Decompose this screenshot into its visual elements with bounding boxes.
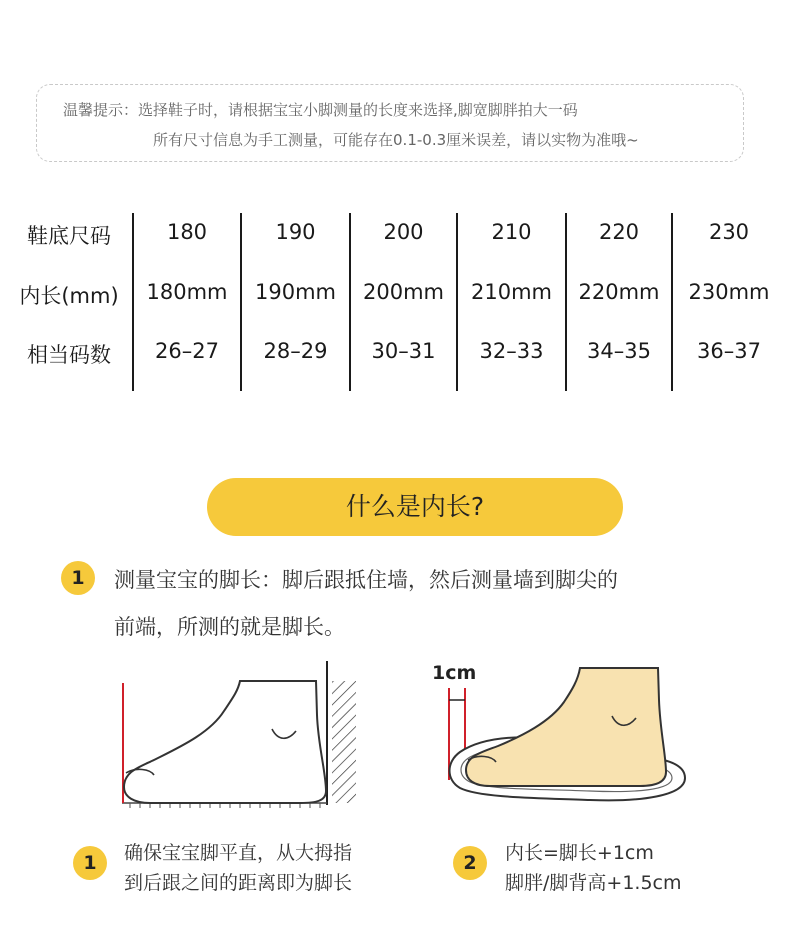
cm-label: 1cm — [432, 662, 477, 684]
inner-length-cell: 210mm — [471, 280, 552, 304]
size-cell: 220 — [598, 220, 640, 244]
caption-2-line-2: 脚胖/脚背高+1.5cm — [505, 872, 682, 894]
caption-2-badge: 2 — [453, 846, 487, 880]
caption-2-line-1: 内长=脚长+1cm — [505, 842, 654, 864]
inner-length-cell: 190mm — [255, 280, 336, 304]
equiv-size-cell: 28–29 — [263, 339, 328, 363]
step-number-badge: 1 — [61, 561, 95, 595]
section-title-pill: 什么是内长? — [207, 478, 623, 536]
caption-1-badge: 1 — [73, 846, 107, 880]
equiv-size-cell: 26–27 — [155, 339, 219, 363]
foot-wall-illustration — [110, 655, 370, 815]
step-1-text-line-2: 前端，所测的就是脚长。 — [114, 615, 345, 639]
size-cell: 190 — [275, 220, 316, 244]
row-header-size: 鞋底尺码 — [27, 224, 111, 248]
row-header-equiv: 相当码数 — [27, 343, 111, 367]
equiv-size-cell: 36–37 — [697, 339, 761, 363]
inner-length-cell: 180mm — [146, 280, 228, 304]
equiv-size-cell: 30–31 — [371, 339, 436, 363]
inner-length-cell: 200mm — [363, 280, 444, 304]
inner-length-cell: 220mm — [578, 280, 660, 304]
step-1-text-line-1: 测量宝宝的脚长：脚后跟抵住墙，然后测量墙到脚尖的 — [114, 568, 618, 592]
equiv-size-cell: 32–33 — [479, 339, 544, 363]
caption-1-line-2: 到后跟之间的距离即为脚长 — [124, 872, 353, 894]
equiv-size-cell: 34–35 — [587, 339, 651, 363]
caption-1-line-1: 确保宝宝脚平直，从大拇指 — [124, 842, 353, 864]
tip-box — [36, 84, 744, 162]
size-cell: 180 — [166, 220, 208, 244]
size-cell: 200 — [383, 220, 424, 244]
foot-insole-illustration — [440, 660, 700, 810]
size-cell: 210 — [491, 220, 532, 244]
row-header-inner-length: 内长(mm) — [19, 284, 119, 308]
inner-length-cell: 230mm — [688, 280, 770, 304]
tip-line-1: 温馨提示：选择鞋子时，请根据宝宝小脚测量的长度来选择,脚宽脚胖拍大一码 — [63, 101, 578, 119]
size-table — [0, 200, 790, 395]
size-cell: 230 — [708, 220, 750, 244]
tip-line-2: 所有尺寸信息为手工测量，可能存在0.1-0.3厘米误差，请以实物为准哦~ — [153, 131, 639, 149]
